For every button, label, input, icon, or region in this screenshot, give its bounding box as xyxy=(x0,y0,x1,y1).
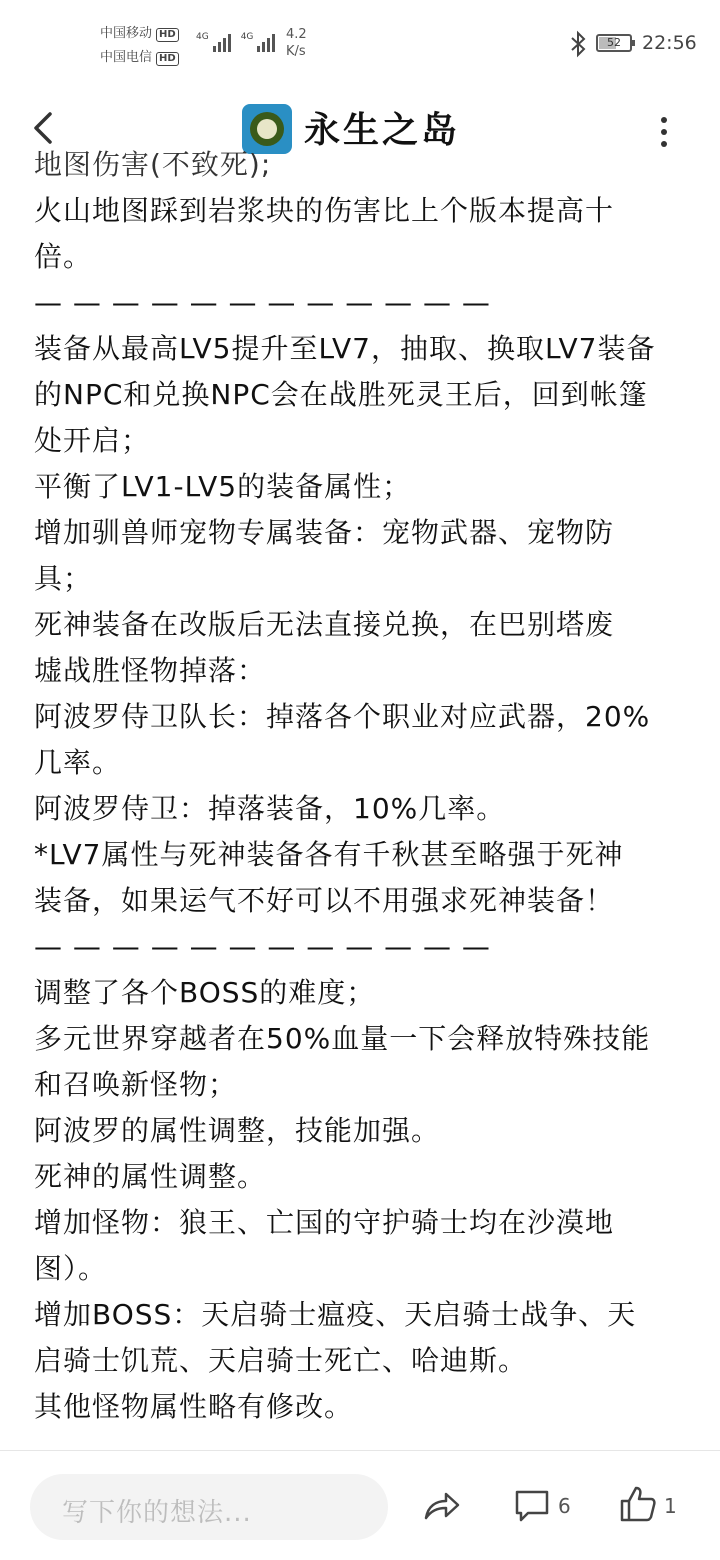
article-line: 的NPC和兑换NPC会在战胜死灵王后，回到帐篷 xyxy=(34,378,648,411)
article-line: — — — — — — — — — — — — xyxy=(34,286,491,319)
article-line: 和召唤新怪物； xyxy=(34,1068,238,1101)
article-line: 阿波罗侍卫队长：掉落各个职业对应武器，20% xyxy=(34,700,651,733)
carrier-info xyxy=(100,22,179,70)
article-line: 其他怪物属性略有修改。 xyxy=(34,1390,354,1423)
article-body xyxy=(34,148,694,1450)
article-line: 倍。 xyxy=(34,240,93,273)
clock: 22:56 xyxy=(642,32,697,54)
network-speed-value: 4.2 xyxy=(286,27,307,42)
comment-placeholder: 写下你的想法... xyxy=(62,1498,252,1528)
article-line: 墟战胜怪物掉落： xyxy=(34,654,267,687)
signal-strength-icon xyxy=(241,32,276,52)
article-line: 阿波罗侍卫：掉落装备，10%几率。 xyxy=(34,792,506,825)
bluetooth-icon xyxy=(567,30,589,58)
article-line: 增加BOSS：天启骑士瘟疫、天启骑士战争、天 xyxy=(34,1298,637,1331)
thumbs-up-icon[interactable] xyxy=(618,1484,658,1524)
article-line: 增加怪物：狼王、亡国的守护骑士均在沙漠地 xyxy=(34,1206,615,1239)
status-bar xyxy=(0,0,720,80)
signal-indicators xyxy=(196,32,275,52)
battery-level: 52 xyxy=(607,36,621,49)
network-type-label: 4G xyxy=(240,32,254,42)
article-line: 具； xyxy=(34,562,93,595)
article-line: 火山地图踩到岩浆块的伤害比上个版本提高十 xyxy=(34,194,615,227)
article-line: 装备从最高LV5提升至LV7，抽取、换取LV7装备 xyxy=(34,332,656,365)
article-line: 装备，如果运气不好可以不用强求死神装备！ xyxy=(34,884,615,917)
network-type-label: 4G xyxy=(196,32,209,42)
article-line: 死神的属性调整。 xyxy=(34,1160,267,1193)
network-speed-unit: K/s xyxy=(286,44,306,59)
article-line: 平衡了LV1-LV5的装备属性； xyxy=(34,470,412,503)
network-speed xyxy=(286,26,307,60)
article-line: 死神装备在改版后无法直接兑换，在巴别塔废 xyxy=(34,608,615,641)
battery-icon xyxy=(596,34,632,52)
article-line: 多元世界穿越者在50%血量一下会释放特殊技能 xyxy=(34,1022,651,1055)
article-line: *LV7属性与死神装备各有千秋甚至略强于死神 xyxy=(34,838,624,871)
like-count: 1 xyxy=(664,1494,677,1518)
article-line: 处开启； xyxy=(34,424,151,457)
article-line: 几率。 xyxy=(34,746,122,779)
share-icon[interactable] xyxy=(422,1486,462,1526)
comment-input[interactable] xyxy=(30,1474,388,1540)
comment-count: 6 xyxy=(558,1494,571,1518)
article-line-partial: 地图伤害(不致死); xyxy=(34,148,272,181)
carrier-1-name: 中国移动 xyxy=(100,26,153,41)
article-line: 启骑士饥荒、天启骑士死亡、哈迪斯。 xyxy=(34,1344,528,1377)
article-line: 增加驯兽师宠物专属装备：宠物武器、宠物防 xyxy=(34,516,615,549)
bottom-action-bar xyxy=(0,1452,720,1560)
carrier-2-name: 中国电信 xyxy=(100,50,153,65)
signal-strength-icon xyxy=(196,32,231,52)
article-lines xyxy=(34,188,694,1430)
page-title: 永生之岛 xyxy=(304,110,461,151)
divider xyxy=(0,1450,720,1451)
article-line: 调整了各个BOSS的难度； xyxy=(34,976,376,1009)
article-line: — — — — — — — — — — — — xyxy=(34,930,491,963)
hd-badge: HD xyxy=(156,52,179,66)
article-line: 图）。 xyxy=(34,1252,108,1285)
hd-badge: HD xyxy=(156,28,179,42)
article-line: 阿波罗的属性调整，技能加强。 xyxy=(34,1114,441,1147)
comment-icon[interactable] xyxy=(512,1486,552,1526)
